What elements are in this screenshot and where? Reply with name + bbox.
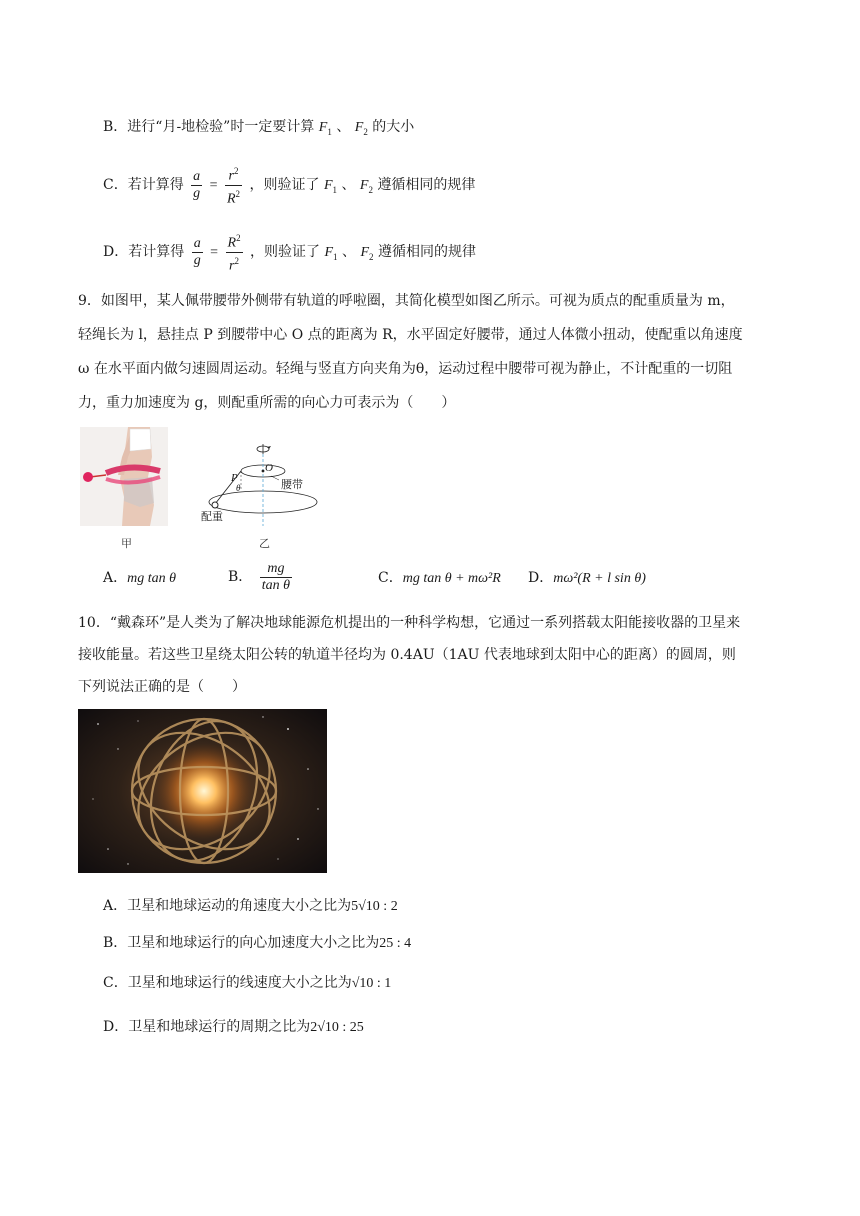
- figure-caption-jia: 甲: [121, 537, 132, 550]
- fraction-a-over-g: $\frac{a}{g}$: [193, 235, 201, 268]
- figure-dyson-sphere: [78, 709, 327, 873]
- q8-c-suffix: 遵循相同的规律: [377, 177, 476, 194]
- figure-hula-hoop-photo: [80, 427, 168, 526]
- q9-d-expr: mω²(R + l sin θ): [553, 571, 646, 586]
- dyson-sphere-illustration: [78, 709, 327, 873]
- q10-option-b: B．卫星和地球运行的向心加速度大小之比为25 : 4: [103, 935, 412, 951]
- q9-stem-line: 力，重力加速度为 g，则配重所需的向心力可表示为（ ）: [78, 395, 456, 411]
- label-p: P: [231, 472, 238, 484]
- figure-hula-hoop-model: [195, 440, 325, 530]
- hula-hoop-photo-illustration: [80, 427, 168, 526]
- q10-stem-line: 10．“戴森环”是人类为了解决地球能源危机提出的一种科学构想，它通过一系列搭载太阳能接收器的卫星来: [78, 615, 741, 631]
- q8-b-suffix: 的大小: [372, 119, 415, 135]
- q9-c-expr: mg tan θ + mω²R: [402, 571, 501, 586]
- q8-c-prefix: C．若计算得: [103, 177, 184, 194]
- q10-option-d: D．卫星和地球运行的周期之比为2√10 : 25: [103, 1019, 364, 1035]
- q10-stem-line: 接收能量。若这些卫星绕太阳公转的轨道半径均为 0.4AU（1AU 代表地球到太阳中心的距离）的圆周，则: [78, 647, 736, 663]
- label-belt: 腰带: [281, 478, 303, 491]
- q10-stem-line: 下列说法正确的是（ ）: [78, 679, 246, 695]
- q8-option-d: D．若计算得 $\frac{a}{g}$ = $\frac{R^2}{r^2}$ ，则验证了 $F_1$ 、 $F_2$ 遵循相同的规律: [103, 230, 476, 278]
- q10-d-value: 2√10 : 25: [310, 1020, 364, 1035]
- force-f2: $F_2$: [354, 120, 368, 137]
- q10-option-c: C．卫星和地球运行的线速度大小之比为√10 : 1: [103, 975, 392, 991]
- label-theta: θ: [236, 483, 241, 493]
- fraction-R2-over-r2: $\frac{R^2}{r^2}$: [226, 230, 243, 274]
- q8-b-prefix: B．进行“月-地检验”时一定要计算: [103, 119, 315, 135]
- q8-b-sep: 、: [336, 119, 351, 135]
- q10-a-value: 5√10 : 2: [351, 899, 398, 914]
- q9-stem-line: 9．如图甲，某人佩带腰带外侧带有轨道的呼啦圈，其简化模型如图乙所示。可视为质点的配重质量为 m，: [78, 293, 735, 309]
- q10-b-value: 25 : 4: [379, 936, 412, 951]
- q9-option-c: C．mg tan θ + mω²R: [378, 570, 501, 586]
- force-f1: $F_1$: [318, 120, 332, 137]
- q8-d-mid: ，则验证了: [250, 244, 321, 261]
- q8-d-suffix: 遵循相同的规律: [377, 244, 476, 261]
- q9-option-a: A．mg tan θ: [103, 570, 177, 586]
- q10-option-a: A．卫星和地球运动的角速度大小之比为5√10 : 2: [103, 898, 398, 914]
- label-o: O: [265, 462, 273, 474]
- q8-c-mid: ，则验证了: [249, 177, 320, 194]
- q8-option-b: [103, 117, 414, 142]
- fraction-r2-over-R2: $\frac{r^2}{R^2}$: [225, 163, 242, 207]
- q9-stem-line: ω 在水平面内做匀速圆周运动。轻绳与竖直方向夹角为θ，运动过程中腰带可视为静止，不计配重的一切阻: [78, 361, 733, 377]
- q10-c-value: √10 : 1: [351, 976, 392, 991]
- q9-a-expr: mg tan θ: [127, 571, 177, 586]
- figure-caption-yi: 乙: [259, 537, 270, 550]
- label-weight: 配重: [201, 510, 223, 523]
- q8-d-prefix: D．若计算得: [103, 244, 185, 261]
- q9-option-d: D．mω²(R + l sin θ): [528, 570, 646, 586]
- q9-option-b: B． $\frac{mg}{\text{tan θ}}$: [228, 560, 291, 593]
- q9-stem-line: 轻绳长为 l，悬挂点 P 到腰带中心 O 点的距离为 R，水平固定好腰带，通过人体微小扭动，使配重以角速度: [78, 327, 743, 343]
- q8-option-c: C．若计算得 $\frac{a}{g}$ = $\frac{r^2}{R^2}$ ，则验证了 $F_1$ 、 $F_2$ 遵循相同的规律: [103, 163, 475, 211]
- q9-b-fraction: $\frac{mg}{\text{tan θ}}$: [261, 560, 291, 593]
- fraction-a-over-g: $\frac{a}{g}$: [193, 168, 201, 201]
